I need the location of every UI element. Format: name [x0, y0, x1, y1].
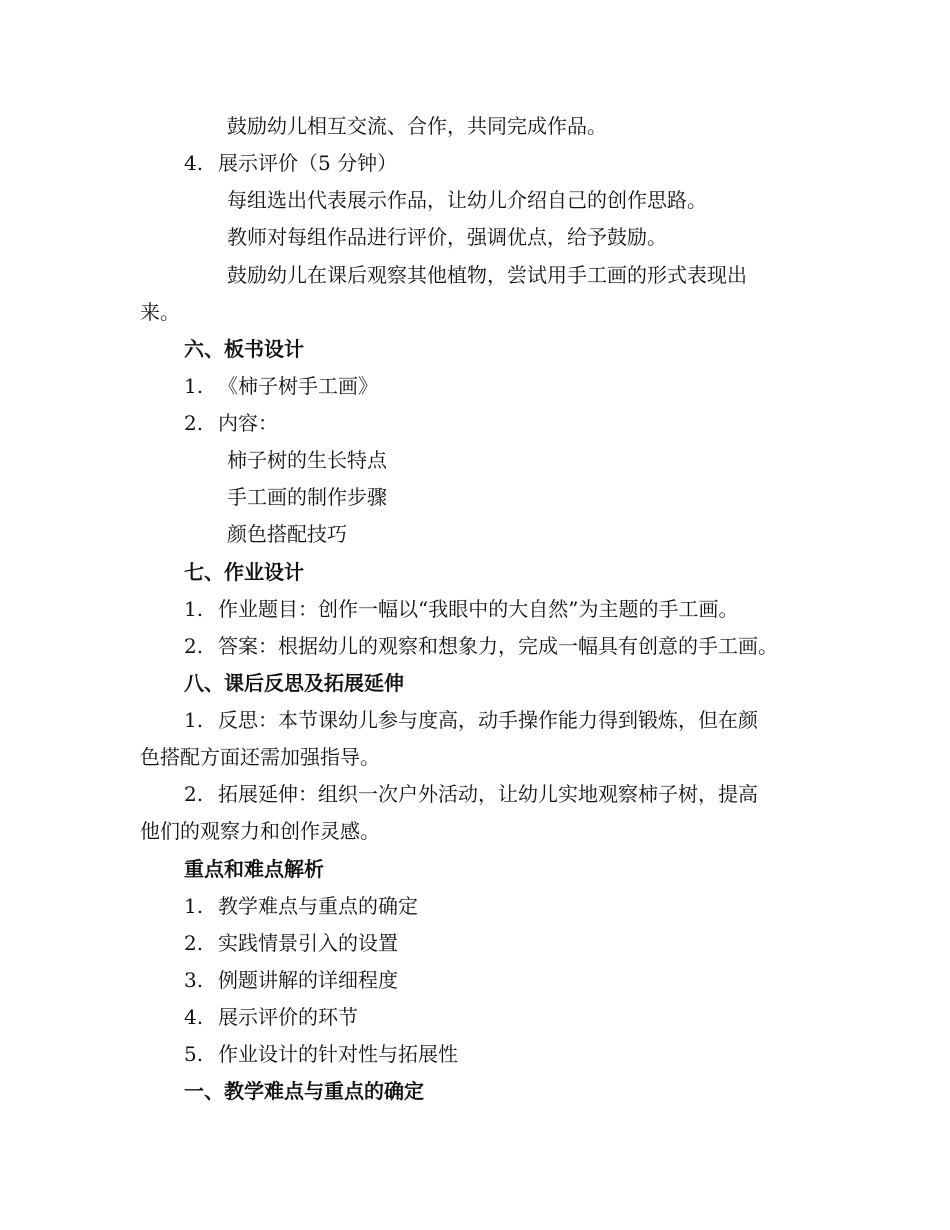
list-number: 1. [184, 597, 204, 621]
sub-item [227, 483, 387, 511]
paragraph-continuation [140, 298, 180, 326]
paragraph-text: 来。 [140, 300, 180, 324]
paragraph-text: 他们的观察力和创作灵感。 [140, 819, 380, 843]
paragraph-text: 色搭配方面还需加强指导。 [140, 745, 380, 769]
section-heading-text: 一、教学难点与重点的确定 [184, 1079, 424, 1103]
list-item-text: 拓展延伸：组织一次户外活动，让幼儿实地观察柿子树，提高 [218, 782, 758, 806]
section-heading-text: 重点和难点解析 [184, 857, 324, 881]
list-item-text: 内容： [218, 411, 278, 435]
section-heading-text: 七、作业设计 [184, 560, 304, 584]
sub-item-text: 柿子树的生长特点 [227, 448, 387, 472]
list-item [184, 372, 378, 400]
list-number: 2. [184, 634, 204, 658]
list-item-text: 作业题目：创作一幅以“我眼中的大自然”为主题的手工画。 [218, 597, 739, 621]
section-heading-text: 八、课后反思及拓展延伸 [184, 671, 404, 695]
list-item-text: 答案：根据幼儿的观察和想象力，完成一幅具有创意的手工画。 [218, 634, 778, 658]
paragraph-continuation [140, 817, 380, 845]
sub-item [227, 446, 387, 474]
list-number: 4. [184, 151, 204, 175]
list-item-text: 展示评价的环节 [218, 1005, 358, 1029]
list-item-text: 反思：本节课幼儿参与度高，动手操作能力得到锻炼，但在颜 [218, 708, 758, 732]
list-item [184, 706, 758, 734]
paragraph-text: 每组选出代表展示作品，让幼儿介绍自己的创作思路。 [227, 188, 707, 212]
list-item [184, 892, 418, 920]
list-item [184, 929, 398, 957]
list-item-text: 例题讲解的详细程度 [218, 968, 398, 992]
list-number: 1. [184, 894, 204, 918]
sub-item-text: 手工画的制作步骤 [227, 485, 387, 509]
list-item-text: 展示评价（5 分钟） [218, 151, 398, 175]
paragraph [227, 112, 607, 140]
list-item [184, 780, 758, 808]
list-item [184, 409, 278, 437]
list-number: 3. [184, 968, 204, 992]
list-number: 2. [184, 931, 204, 955]
list-number: 5. [184, 1042, 204, 1066]
list-number: 4. [184, 1005, 204, 1029]
paragraph-continuation [140, 743, 380, 771]
paragraph-text: 鼓励幼儿相互交流、合作，共同完成作品。 [227, 114, 607, 138]
list-item-text: 《柿子树手工画》 [218, 374, 378, 398]
list-item [184, 1040, 458, 1068]
list-item [184, 149, 397, 177]
list-item [184, 1003, 358, 1031]
list-item-text: 教学难点与重点的确定 [218, 894, 418, 918]
section-heading [184, 558, 304, 586]
list-item-text: 实践情景引入的设置 [218, 931, 398, 955]
section-heading [184, 855, 324, 883]
sub-item-text: 颜色搭配技巧 [227, 522, 347, 546]
section-heading-text: 六、板书设计 [184, 337, 304, 361]
list-item [184, 966, 398, 994]
paragraph-text: 教师对每组作品进行评价，强调优点，给予鼓励。 [227, 225, 667, 249]
paragraph-text: 鼓励幼儿在课后观察其他植物，尝试用手工画的形式表现出 [227, 263, 747, 287]
list-number: 2. [184, 782, 204, 806]
list-item [184, 595, 738, 623]
section-heading [184, 1077, 424, 1105]
sub-item [227, 520, 347, 548]
list-number: 1. [184, 708, 204, 732]
paragraph [227, 186, 707, 214]
section-heading [184, 335, 304, 363]
list-item-text: 作业设计的针对性与拓展性 [218, 1042, 458, 1066]
section-heading [184, 669, 404, 697]
list-number: 2. [184, 411, 204, 435]
list-number: 1. [184, 374, 204, 398]
paragraph [227, 223, 667, 251]
list-item [184, 632, 778, 660]
paragraph [227, 261, 747, 289]
